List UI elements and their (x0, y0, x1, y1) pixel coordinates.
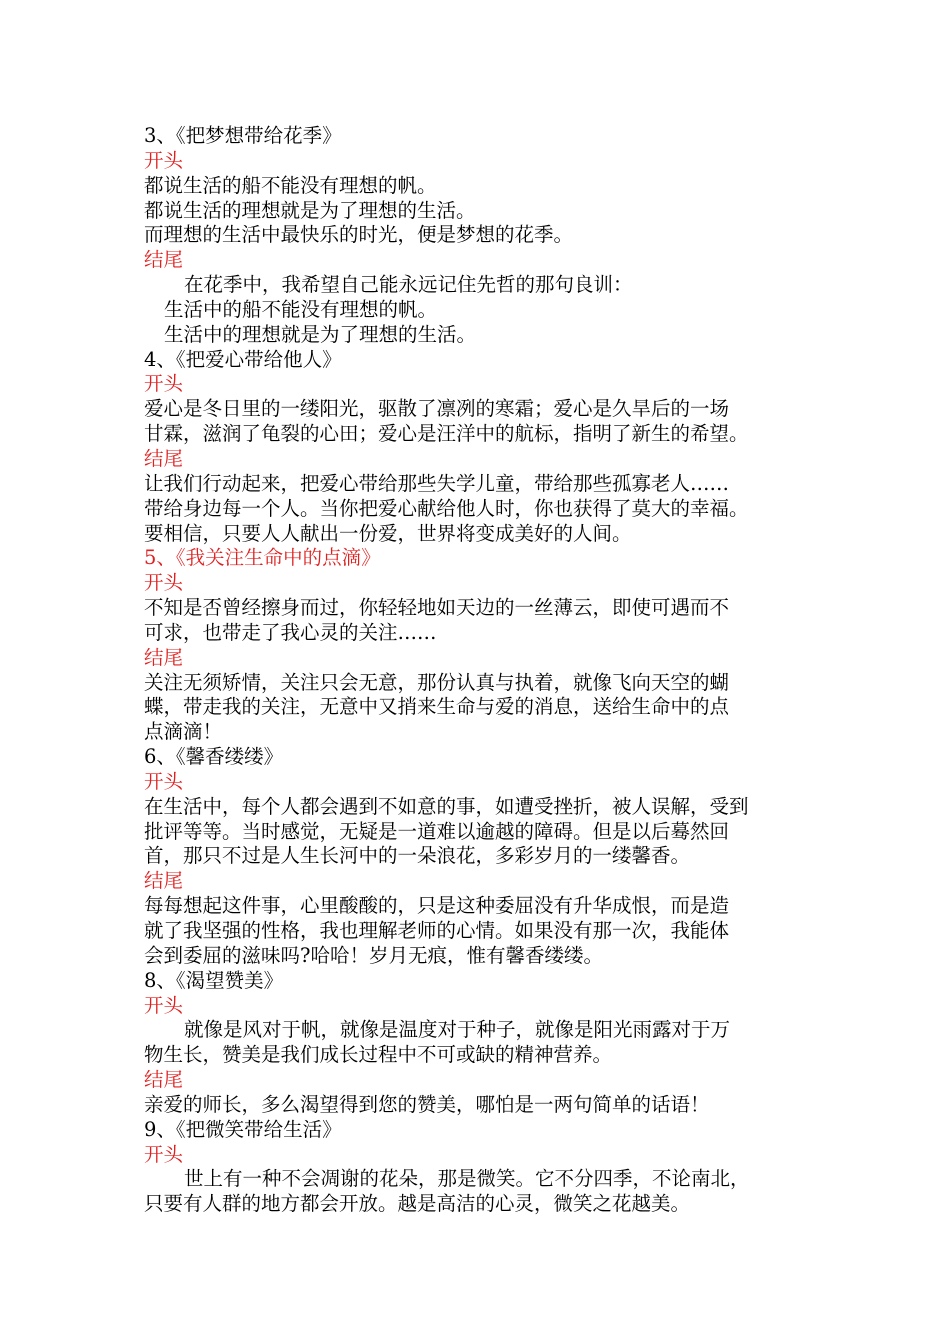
opening-text-line: 可求，也带走了我心灵的关注…… (144, 620, 437, 644)
essay-title: 3、《把梦想带给花季》 (144, 124, 342, 147)
ending-text-line: 蝶，带走我的关注，无意中又捎来生命与爱的消息，送给生命中的点 (144, 695, 730, 719)
opening-text-line: 都说生活的船不能没有理想的帆。 (144, 173, 437, 197)
essay-section (144, 348, 824, 547)
opening-label: 开头 (144, 993, 184, 1017)
opening-text-line: 都说生活的理想就是为了理想的生活。 (144, 198, 476, 222)
ending-text-line: 要相信，只要人人献出一份爱，世界将变成美好的人间。 (144, 521, 632, 545)
essay-title: 8、《渴望赞美》 (144, 968, 284, 992)
essay-section (144, 546, 824, 745)
essay-title: 6、《馨香缕缕》 (144, 745, 284, 769)
essay-section (144, 124, 824, 348)
ending-label: 结尾 (144, 645, 184, 669)
opening-text-line: 不知是否曾经擦身而过，你轻轻地如天边的一丝薄云，即使可遇而不 (144, 596, 730, 620)
opening-text-line: 物生长，赞美是我们成长过程中不可或缺的精神营养。 (144, 1043, 613, 1067)
opening-text-line: 在生活中，每个人都会遇到不如意的事，如遭受挫折，被人误解，受到 (144, 794, 749, 818)
opening-text-line: 就像是风对于帆，就像是温度对于种子，就像是阳光雨露对于万 (184, 1018, 731, 1042)
ending-text-line: 亲爱的师长，多么渴望得到您的赞美，哪怕是一两句简单的话语！ (144, 1092, 710, 1116)
ending-text-line: 生活中的理想就是为了理想的生活。 (164, 322, 477, 346)
ending-text-line: 生活中的船不能没有理想的帆。 (164, 297, 438, 321)
opening-text-line: 而理想的生活中最快乐的时光，便是梦想的花季。 (144, 223, 574, 247)
ending-text-line: 关注无须矫情，关注只会无意，那份认真与执着，就像飞向天空的蝴 (144, 670, 730, 694)
ending-text-line: 带给身边每一个人。当你把爱心献给他人时，你也获得了莫大的幸福。 (144, 496, 749, 520)
ending-text-line: 就了我坚强的性格，我也理解老师的心情。如果没有那一次，我能体 (144, 919, 730, 942)
opening-text-line: 首，那只不过是人生长河中的一朵浪花，多彩岁月的一缕馨香。 (144, 844, 691, 868)
ending-label: 结尾 (144, 248, 184, 272)
opening-text-line: 批评等等。当时感觉，无疑是一道难以逾越的障碍。但是以后蓦然回 (144, 819, 730, 843)
opening-label: 开头 (144, 571, 184, 595)
ending-text-line: 每每想起这件事，心里酸酸的，只是这种委屈没有升华成恨，而是造 (144, 894, 730, 918)
essay-section (144, 745, 824, 969)
opening-text-line: 世上有一种不会凋谢的花朵，那是微笑。它不分四季，不论南北， (184, 1167, 750, 1191)
opening-label: 开头 (144, 372, 184, 396)
ending-label: 结尾 (144, 446, 184, 470)
ending-text-line: 点滴滴！ (144, 720, 223, 744)
ending-text-line: 会到委屈的滋味吗?哈哈！岁月无痕，惟有馨香缕缕。 (144, 943, 603, 967)
opening-label: 开头 (144, 1142, 184, 1166)
opening-label: 开头 (144, 769, 184, 793)
ending-text-line: 在花季中，我希望自己能永远记住先哲的那句良训： (184, 273, 633, 297)
opening-label: 开头 (144, 148, 184, 172)
essay-title: 4、《把爱心带给他人》 (144, 347, 342, 371)
opening-text-line: 爱心是冬日里的一缕阳光，驱散了凛冽的寒霜；爱心是久旱后的一场 (144, 397, 730, 421)
document-page (144, 124, 824, 1217)
opening-text-line: 甘霖，滋润了龟裂的心田；爱心是汪洋中的航标，指明了新生的希望。 (144, 422, 749, 446)
ending-label: 结尾 (144, 869, 184, 893)
opening-text-line: 只要有人群的地方都会开放。越是高洁的心灵，微笑之花越美。 (144, 1192, 691, 1216)
essay-section (144, 1118, 824, 1217)
ending-text-line: 让我们行动起来，把爱心带给那些失学儿童，带给那些孤寡老人…… (144, 471, 730, 495)
essay-title: 9、《把微笑带给生活》 (144, 1117, 342, 1141)
essay-section (144, 969, 824, 1118)
essay-title: 5、《我关注生命中的点滴》 (144, 546, 381, 570)
ending-label: 结尾 (144, 1068, 184, 1092)
